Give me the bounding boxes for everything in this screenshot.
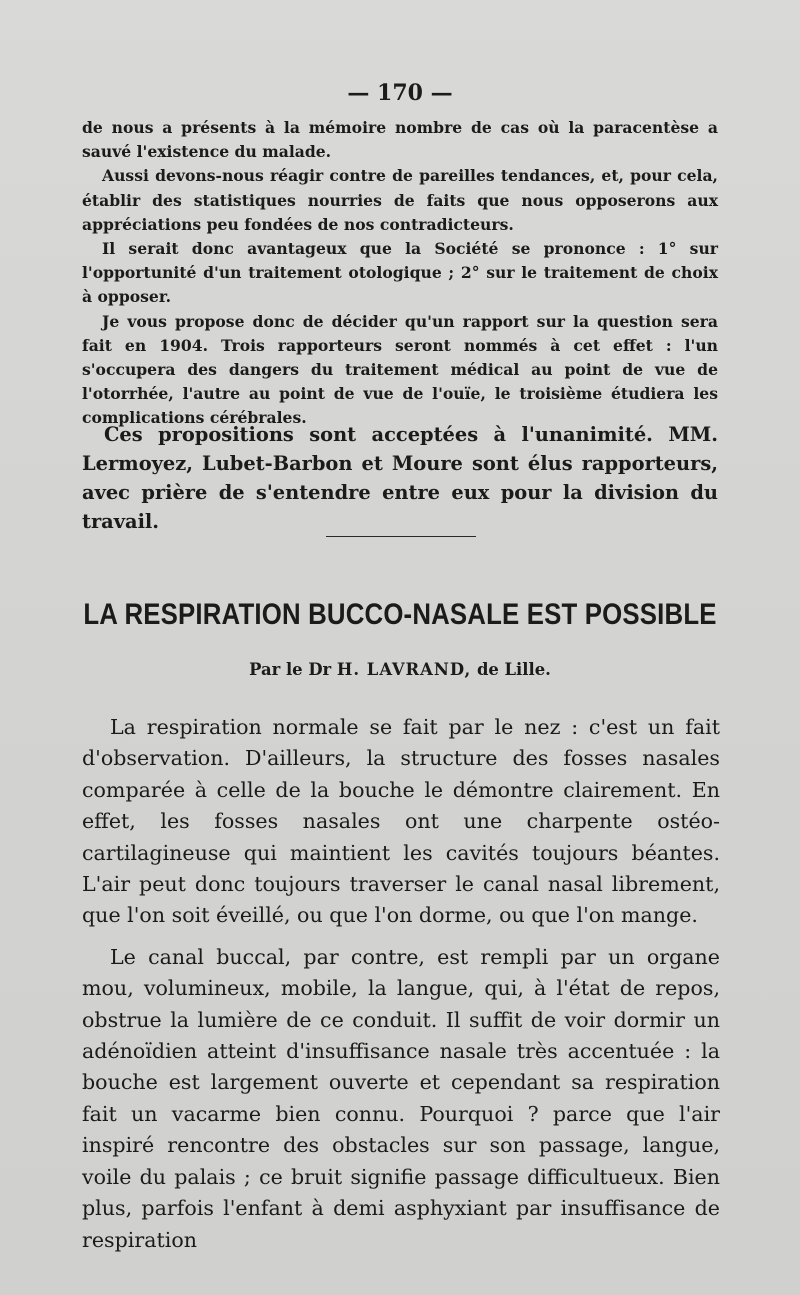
intro-section — [82, 116, 718, 431]
page-number: — 170 — — [347, 80, 453, 106]
article-body — [82, 712, 720, 1266]
article-title: LA RESPIRATION BUCCO-NASALE EST POSSIBLE — [83, 598, 717, 631]
article-paragraph-1: La respiration normale se fait par le nez : c'est un fait d'observation. D'ailleurs, la structure des fosses nasales comparée à celle de la bouche le démontre clairement. En effet, les fosses nasales ont une charpente ostéo-cartilagineuse qui maintient les cavités toujours béantes. L'air peut donc toujours traverser le canal nasal librement, que l'on soit éveillé, ou que l'on dorme, ou que l'on mange. — [82, 715, 720, 928]
byline-author: H. LAVRAND, — [336, 660, 472, 679]
article-paragraph-2: Le canal buccal, par contre, est rempli par un organe mou, volumineux, mobile, la langue, qui, à l'état de repos, obstrue la lumière de ce conduit. Il suffit de voir dormir un adénoïdien atteint d'insuffisance nasale très accentuée : la bouche est largement ouverte et cependant sa respiration fait un vacarme bien connu. Pourquoi ? parce que l'air inspiré rencontre des obstacles sur son passage, langue, voile du palais ; ce bruit signifie passage difficultueux. Bien plus, parfois l'enfant à demi asphyxiant par insuffisance de respiration — [82, 944, 720, 1252]
intro-paragraph-3: Il serait donc avantageux que la Société se prononce : 1° sur l'opportunité d'un traitement otologique ; 2° sur le traitement de choix à opposer. — [82, 239, 718, 307]
article-byline — [0, 660, 800, 679]
byline-prefix: Par le Dr — [249, 660, 332, 679]
section-separator — [326, 536, 476, 537]
intro-paragraph-1: de nous a présents à la mémoire nombre de cas où la paracentèse a sauvé l'existence du malade. — [82, 118, 718, 162]
resolution-section — [82, 420, 718, 536]
intro-paragraph-2: Aussi devons-nous réagir contre de pareilles tendances, et, pour cela, établir des statistiques nourries de faits que nous opposerons aux appréciations peu fondées de nos contradicteurs. — [82, 166, 718, 234]
byline-suffix: de Lille. — [476, 660, 551, 679]
resolution-paragraph: Ces propositions sont acceptées à l'unanimité. MM. Lermoyez, Lubet-Barbon et Moure sont élus rapporteurs, avec prière de s'entendre entre eux pour la division du travail. — [82, 423, 718, 533]
intro-paragraph-4: Je vous propose donc de décider qu'un rapport sur la question sera fait en 1904. Trois rapporteurs seront nommés à cet effet : l'un s'occupera des dangers du traitement médical au point de vue de l'otorrhée, l'autre au point de vue de l'ouïe, le troisième étudiera les complications cérébrales. — [82, 311, 718, 428]
